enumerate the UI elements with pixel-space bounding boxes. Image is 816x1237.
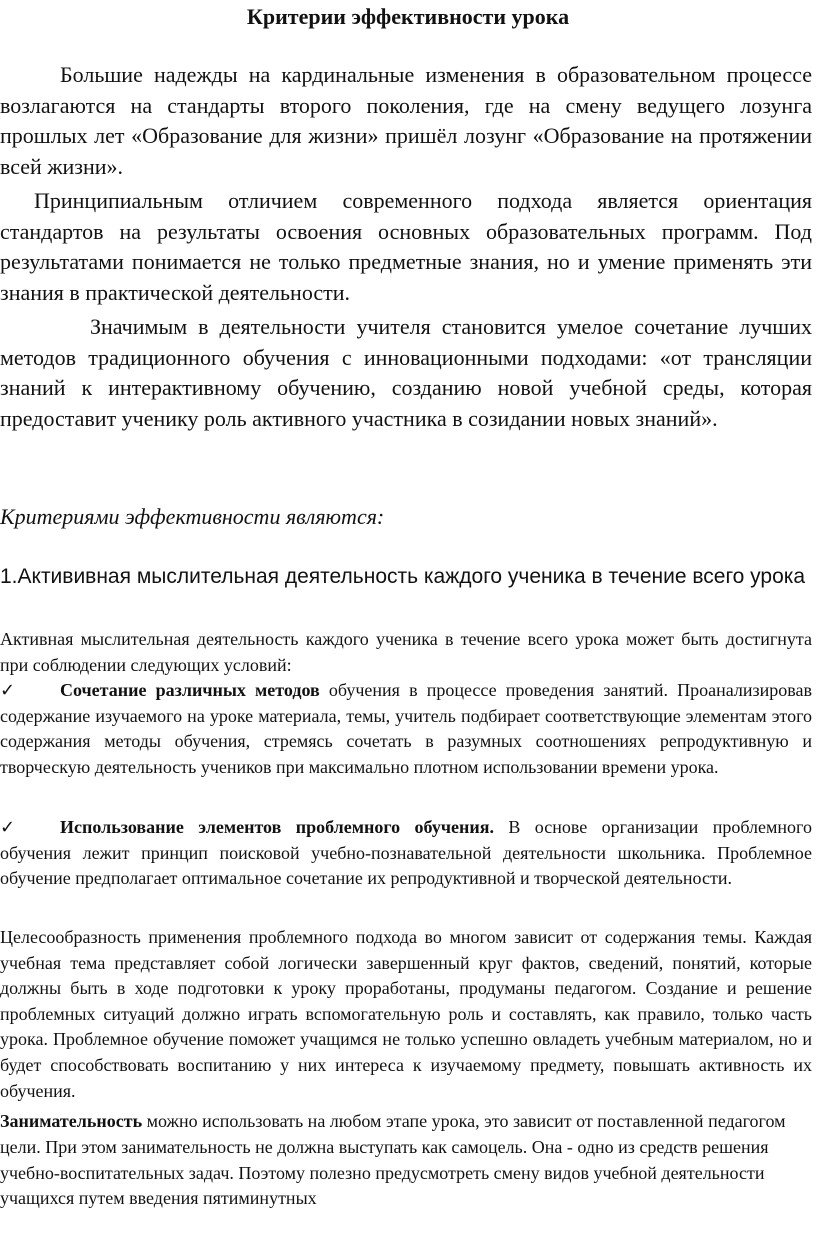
checkmark-icon: ✓ — [0, 680, 16, 701]
list-item-problem-learning — [0, 815, 812, 892]
checkmark-icon: ✓ — [0, 817, 16, 838]
problem-approach-paragraph: Целесообразность применения проблемного подхода во многом зависит от содержания темы. Каждая учебная тема представляет собой логически завершенный круг фактов, сведений, понятий, которые должны быть в ходе подготовки к уроку проработаны, продуманы педагогом. Создание и решение проблемных ситуаций должно играть вспомогательную роль и составлять, как правило, только часть урока. Проблемное обучение поможет учащимся не только успешно овладеть учебным материалом, но и будет способствовать воспитанию у них интереса к изучаемому предмету, повышать активность их обучения. — [0, 927, 812, 1101]
section-heading-1: 1.Актививная мыслительная деятельность каждого ученика в течение всего урока — [0, 565, 806, 588]
intro-paragraph-3: Значимым в деятельности учителя становится умелое сочетание лучших методов традиционного обучения с инновационными подходами: «от трансляции знаний к интерактивному обучению, созданию новой учебной среды, которая предоставит ученику роль активного участника в созидании новых знаний». — [0, 314, 812, 431]
intro-paragraph-2: Принципиальным отличием современного подхода является ориентация стандартов на результаты освоения основных образовательных программ. Под результатами понимается не только предметные знания, но и умение применять эти знания в практической деятельности. — [0, 188, 812, 305]
criteria-heading: Критериями эффективности являются: — [0, 504, 385, 529]
entertainment-bold-lead: Занимательность — [0, 1111, 143, 1131]
entertainment-paragraph — [0, 1109, 812, 1212]
item-text: В основе организации проблемного обучения лежит принцип поисковой учебно-познавательной деятельности школьника. Проблемное обучение предполагает оптимальное сочетание их репродуктивной и творческой деятельности. — [0, 817, 812, 889]
list-item-methods — [0, 678, 812, 780]
item-text: обучения в процессе проведения занятий. Проанализировав содержание изучаемого на уроке материала, темы, учитель подбирает соответствующие элементам этого содержания методы обучения, стремясь сочетать в разумных соотношениях репродуктивную и творческую деятельность учеников при максимально плотном использовании времени урока. — [0, 680, 812, 777]
section-intro: Активная мыслительная деятельность каждого ученика в течение всего урока может быть достигнута при соблюдении следующих условий: — [0, 629, 812, 675]
item-bold-lead: Использование элементов проблемного обучения. — [60, 817, 494, 837]
document-title: Критерии эффективности урока — [246, 4, 570, 29]
entertainment-text: можно использовать на любом этапе урока, это зависит от поставленной педагогом цели. При этом занимательность не должна выступать как самоцель. Она - одно из средств решения учебно-воспитательных задач. Поэтому полезно предусмотреть смену видов учебной деятельности учащихся путем введения пятиминутных — [0, 1111, 786, 1209]
item-bold-lead: Сочетание различных методов — [60, 680, 320, 700]
intro-paragraph-1: Большие надежды на кардинальные изменения в образовательном процессе возлагаются на стандарты второго поколения, где на смену ведущего лозунга прошлых лет «Образование для жизни» пришёл лозунг «Образование на протяжении всей жизни». — [0, 62, 812, 179]
